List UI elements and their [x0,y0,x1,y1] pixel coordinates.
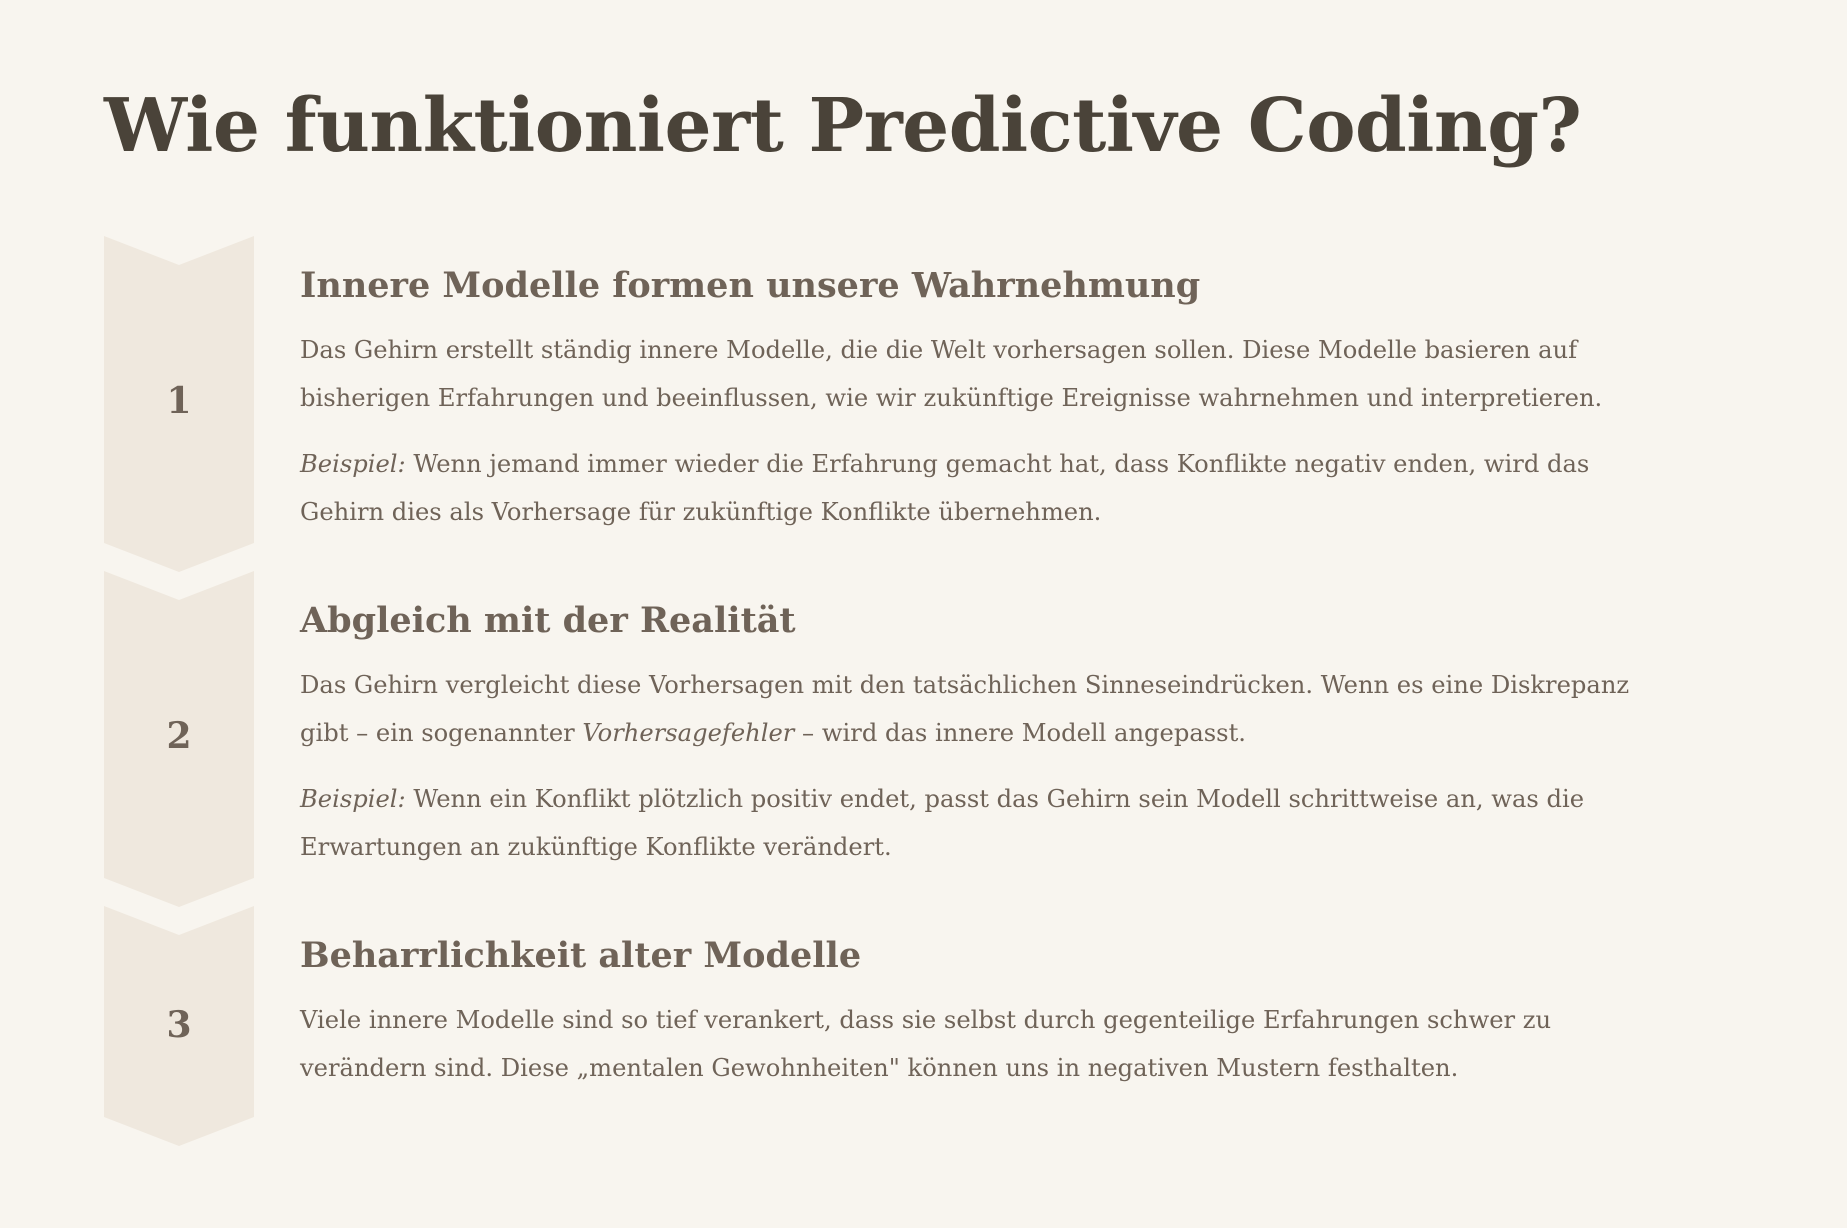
step-content [300,906,1830,1092]
description-line: verändern sind. Diese „mentalen Gewohnheiten" können uns in negativen Mustern festhalten. [300,1054,1459,1082]
step-number: 1 [166,380,192,422]
step-content [300,571,1830,871]
step-description [300,661,1830,757]
example-line: Gehirn dies als Vorhersage für zukünftige Konflikte übernehmen. [300,498,1102,526]
example-label: Beispiel: [300,450,406,478]
description-line: Das Gehirn vergleicht diese Vorhersagen mit den tatsächlichen Sinneseindrücken. Wenn es eine Diskrepanz [300,671,1630,699]
step-number: 3 [166,1004,192,1046]
step-example [300,775,1830,871]
description-line: bisherigen Erfahrungen und beeinflussen, wie wir zukünftige Ereignisse wahrnehmen und interpretieren. [300,384,1603,412]
example-line [300,440,1830,488]
step-example [300,440,1830,536]
step-description [300,326,1830,422]
step-content [300,236,1830,536]
step-number: 2 [166,715,192,757]
step-heading: Beharrlichkeit alter Modelle [300,935,862,976]
step-heading: Abgleich mit der Realität [300,600,796,641]
step-1 [104,236,1804,572]
description-text: gibt – ein sogenannter [300,719,583,747]
description-emphasis: Vorhersagefehler [582,719,795,747]
example-line: Erwartungen an zukünftige Konflikte verändert. [300,833,892,861]
step-description [300,996,1830,1092]
page-title: Wie funktioniert Predictive Coding? [104,83,1582,169]
example-text: Wenn ein Konflikt plötzlich positiv endet, passt das Gehirn sein Modell schrittweise an, was die [405,785,1585,813]
step-2 [104,571,1804,907]
description-line: Viele innere Modelle sind so tief verankert, dass sie selbst durch gegenteilige Erfahrungen schwer zu [300,1006,1552,1034]
step-3 [104,906,1804,1146]
description-line: Das Gehirn erstellt ständig innere Modelle, die die Welt vorhersagen sollen. Diese Modelle basieren auf [300,336,1578,364]
description-text: – wird das innere Modell angepasst. [794,719,1246,747]
example-line [300,775,1830,823]
step-heading: Innere Modelle formen unsere Wahrnehmung [300,265,1201,306]
description-line [300,709,1830,757]
example-label: Beispiel: [300,785,406,813]
example-text: Wenn jemand immer wieder die Erfahrung gemacht hat, dass Konflikte negativ enden, wird das [405,450,1590,478]
